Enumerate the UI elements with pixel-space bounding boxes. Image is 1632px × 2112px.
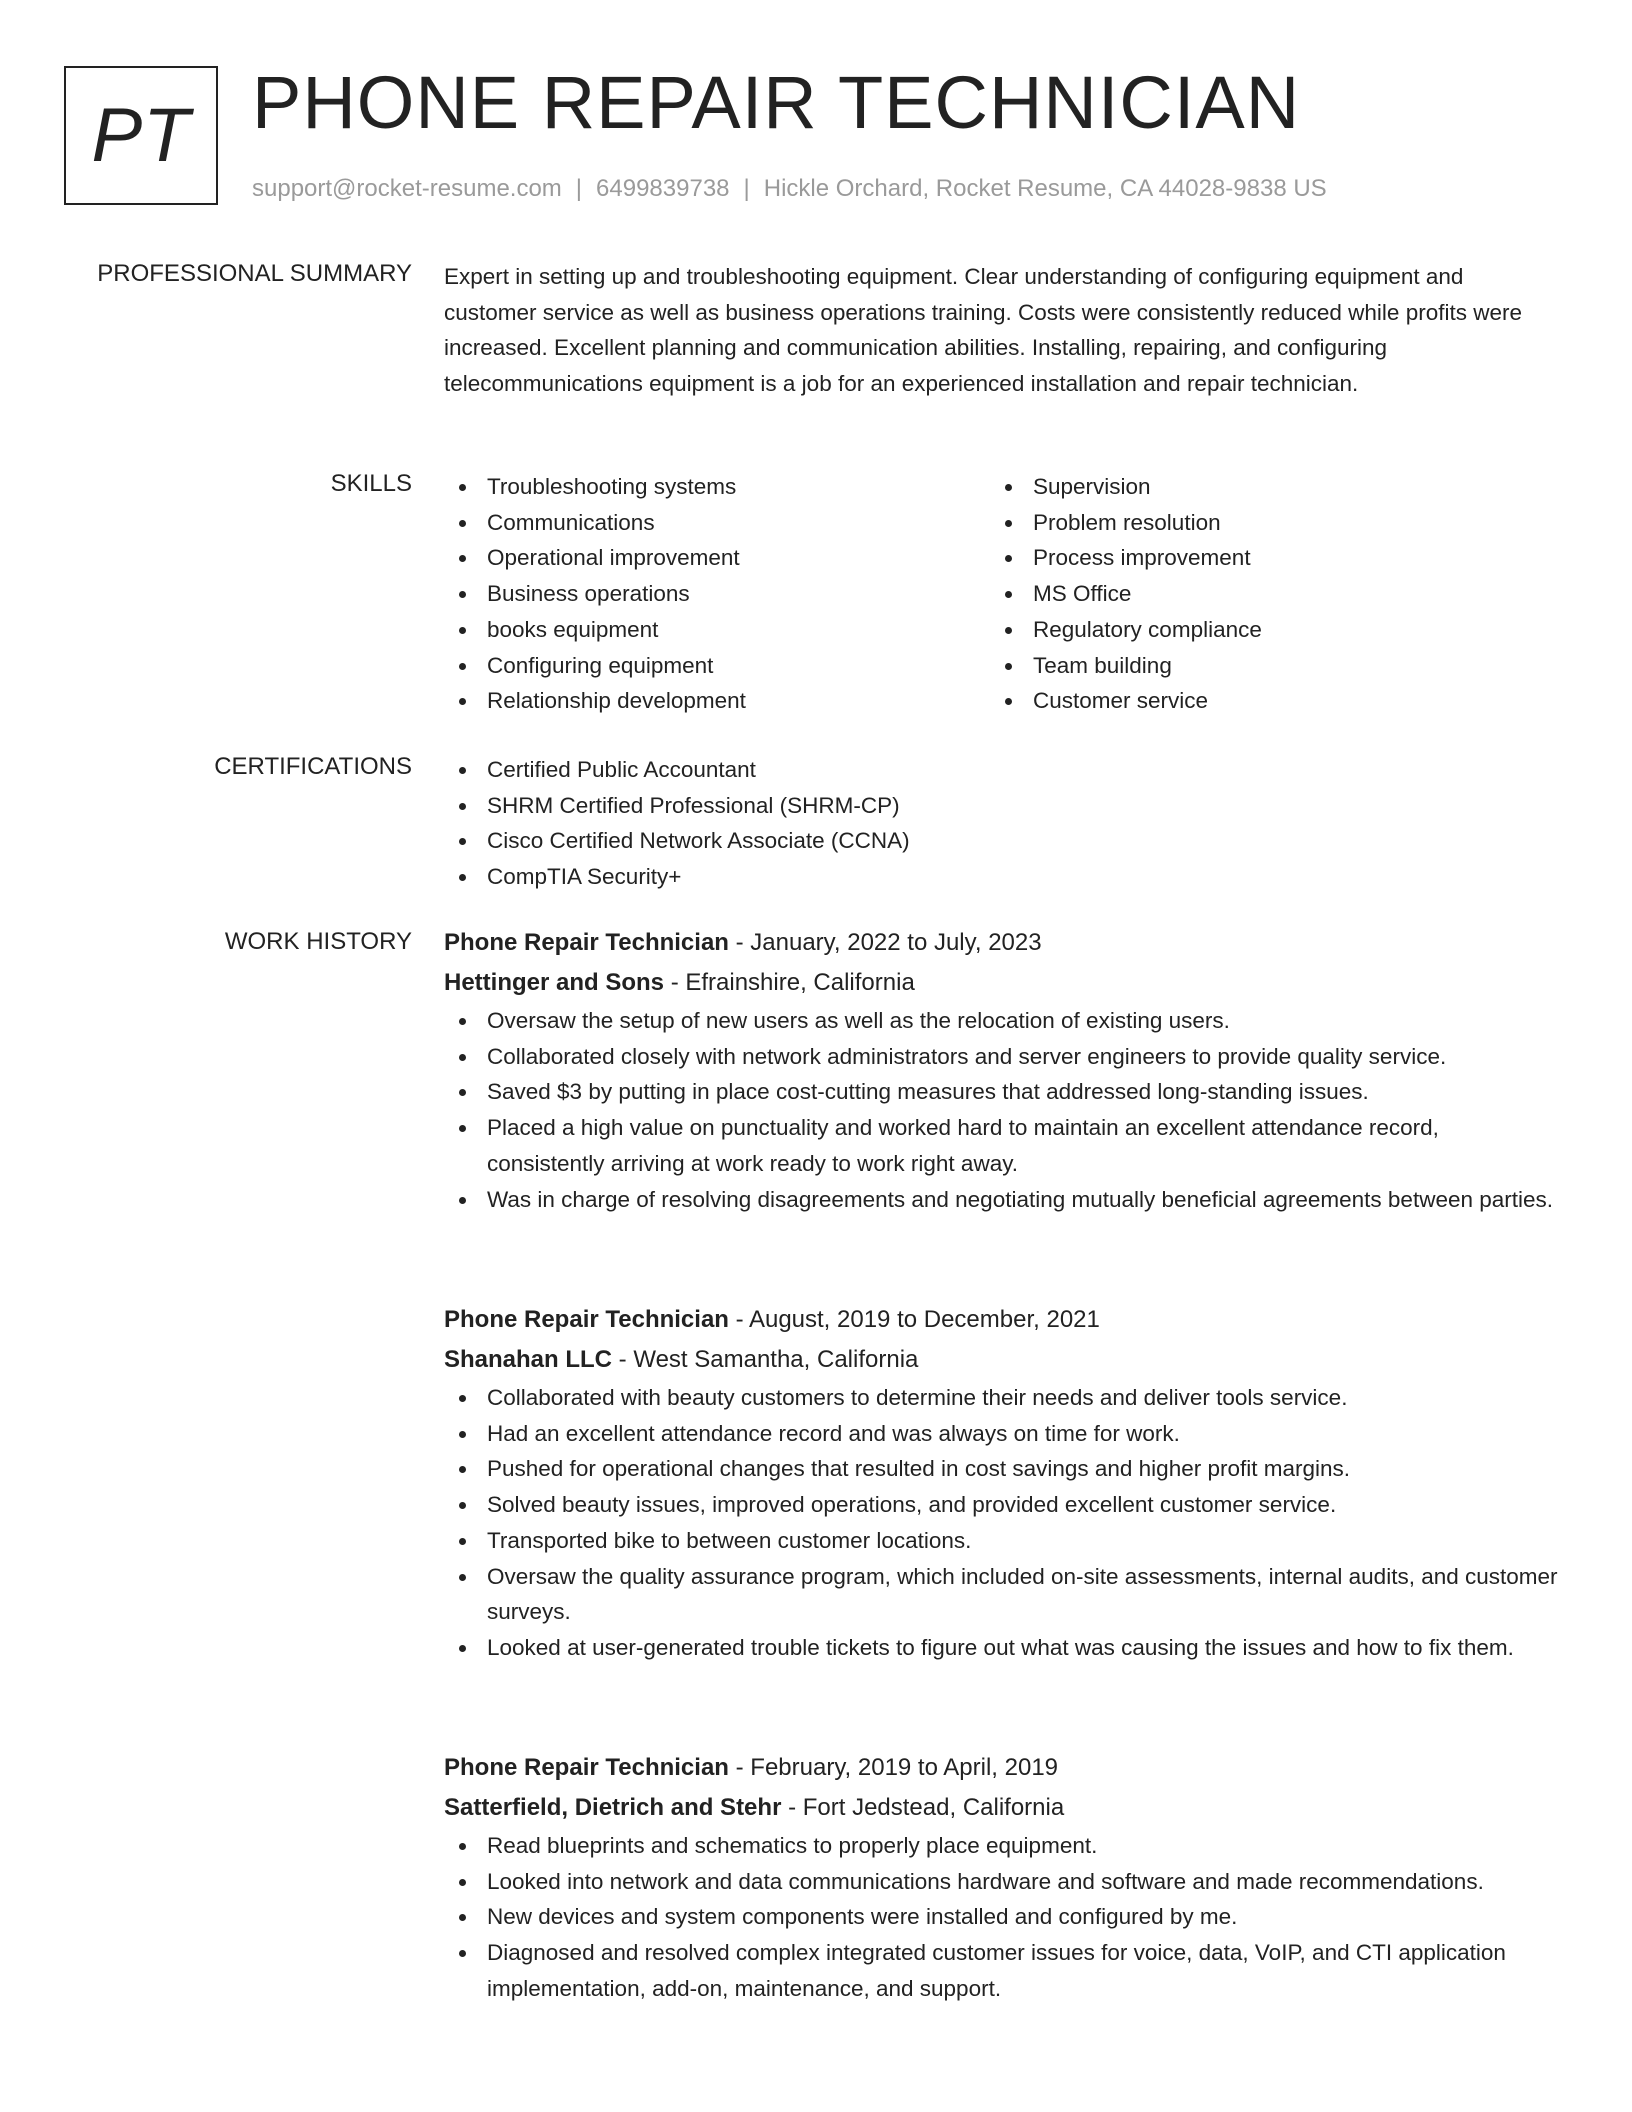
job-dates: - August, 2019 to December, 2021 — [728, 1306, 1100, 1333]
skill-item: books equipment — [444, 612, 990, 648]
monogram-box — [64, 66, 218, 205]
job-title: Phone Repair Technician — [444, 929, 729, 956]
job-duty-item: Was in charge of resolving disagreements and negotiating mutually beneficial agreements between parties. — [444, 1182, 1559, 1218]
job-duty-item: Collaborated with beauty customers to determine their needs and deliver tools service. — [444, 1380, 1559, 1416]
job-company: Shanahan LLC — [444, 1346, 613, 1373]
certification-item: CompTIA Security+ — [444, 859, 1559, 895]
contact-separator: | — [575, 175, 583, 202]
skill-item: Regulatory compliance — [990, 612, 1536, 648]
contact-address: Hickle Orchard, Rocket Resume, CA 44028-9838 US — [763, 175, 1327, 202]
contact-email: support@rocket-resume.com — [252, 175, 562, 202]
job-duty-item: Oversaw the quality assurance program, which included on-site assessments, internal audits, and customer surveys. — [444, 1559, 1559, 1630]
job-entry-body — [444, 1300, 1559, 1666]
job-duties-list — [444, 1380, 1559, 1666]
job-entry-body — [444, 1748, 1559, 2007]
skill-item: Configuring equipment — [444, 648, 990, 684]
job-company-line — [444, 1788, 1559, 1828]
summary-body — [444, 259, 1559, 402]
job-title: Phone Repair Technician — [444, 1754, 729, 1781]
certification-item: Cisco Certified Network Associate (CCNA) — [444, 823, 1559, 859]
job-duty-item: Collaborated closely with network administrators and server engineers to provide quality service. — [444, 1039, 1559, 1075]
job-company: Hettinger and Sons — [444, 969, 665, 996]
job-company-line — [444, 963, 1559, 1003]
job-duty-item: Saved $3 by putting in place cost-cutting measures that addressed long-standing issues. — [444, 1074, 1559, 1110]
summary-text: Expert in setting up and troubleshooting equipment. Clear understanding of configuring equipment and customer service as well as business operations training. Costs were consistently reduced while profits were increased. Excellent planning and communication abilities. Installing, repairing, and configuring telecommunications equipment is a job for an experienced installation and repair technician. — [444, 264, 1522, 397]
job-duty-item: Solved beauty issues, improved operations, and provided excellent customer service. — [444, 1487, 1559, 1523]
certification-item: Certified Public Accountant — [444, 752, 1559, 788]
certification-item: SHRM Certified Professional (SHRM-CP) — [444, 788, 1559, 824]
contact-line — [252, 174, 1327, 204]
job-location: - Fort Jedstead, California — [781, 1794, 1065, 1821]
summary-heading: PROFESSIONAL SUMMARY — [97, 260, 412, 287]
skill-item: Business operations — [444, 576, 990, 612]
job-title: Phone Repair Technician — [444, 1306, 729, 1333]
skills-list-right — [990, 469, 1536, 719]
job-company: Satterfield, Dietrich and Stehr — [444, 1794, 782, 1821]
skill-item: MS Office — [990, 576, 1536, 612]
skill-item: Communications — [444, 505, 990, 541]
skill-item: Customer service — [990, 683, 1536, 719]
job-duty-item: Had an excellent attendance record and was always on time for work. — [444, 1416, 1559, 1452]
skill-item: Team building — [990, 648, 1536, 684]
skill-item: Supervision — [990, 469, 1536, 505]
skill-item: Troubleshooting systems — [444, 469, 990, 505]
job-duties-list — [444, 1003, 1559, 1217]
job-duty-item: Looked into network and data communications hardware and software and made recommendations. — [444, 1864, 1559, 1900]
certifications-body — [444, 752, 1559, 895]
contact-phone: 6499839738 — [596, 175, 730, 202]
resume-name: PHONE REPAIR TECHNICIAN — [252, 61, 1301, 144]
job-title-line — [444, 923, 1559, 963]
certifications-list — [444, 752, 1559, 895]
skill-item: Relationship development — [444, 683, 990, 719]
job-duty-item: Pushed for operational changes that resulted in cost savings and higher profit margins. — [444, 1451, 1559, 1487]
job-duty-item: New devices and system components were installed and configured by me. — [444, 1899, 1559, 1935]
job-location: - Efrainshire, California — [664, 969, 915, 996]
skill-item: Problem resolution — [990, 505, 1536, 541]
skills-body — [444, 469, 1559, 719]
job-duties-list — [444, 1828, 1559, 2007]
job-location: - West Samantha, California — [612, 1346, 919, 1373]
certifications-heading: CERTIFICATIONS — [214, 753, 412, 780]
monogram-initials: PT — [91, 93, 191, 178]
skills-list-left — [444, 469, 990, 719]
job-title-line — [444, 1300, 1559, 1340]
job-duty-item: Transported bike to between customer locations. — [444, 1523, 1559, 1559]
job-entry-body — [444, 923, 1559, 1217]
job-title-line — [444, 1748, 1559, 1788]
job-dates: - February, 2019 to April, 2019 — [728, 1754, 1059, 1781]
job-duty-item: Diagnosed and resolved complex integrated customer issues for voice, data, VoIP, and CTI application implementation, add-on, maintenance, and support. — [444, 1935, 1559, 2006]
work-history-heading: WORK HISTORY — [224, 928, 412, 955]
contact-separator: | — [743, 175, 750, 202]
skills-heading: SKILLS — [330, 470, 412, 497]
job-duty-item: Looked at user-generated trouble tickets to figure out what was causing the issues and how to fix them. — [444, 1630, 1559, 1666]
job-duty-item: Read blueprints and schematics to properly place equipment. — [444, 1828, 1559, 1864]
job-duty-item: Placed a high value on punctuality and worked hard to maintain an excellent attendance record, consistently arriving at work ready to work right away. — [444, 1110, 1559, 1181]
job-duty-item: Oversaw the setup of new users as well as the relocation of existing users. — [444, 1003, 1559, 1039]
job-dates: - January, 2022 to July, 2023 — [728, 929, 1042, 956]
job-company-line — [444, 1340, 1559, 1380]
skill-item: Process improvement — [990, 540, 1536, 576]
skill-item: Operational improvement — [444, 540, 990, 576]
skills-grid — [444, 469, 1559, 719]
